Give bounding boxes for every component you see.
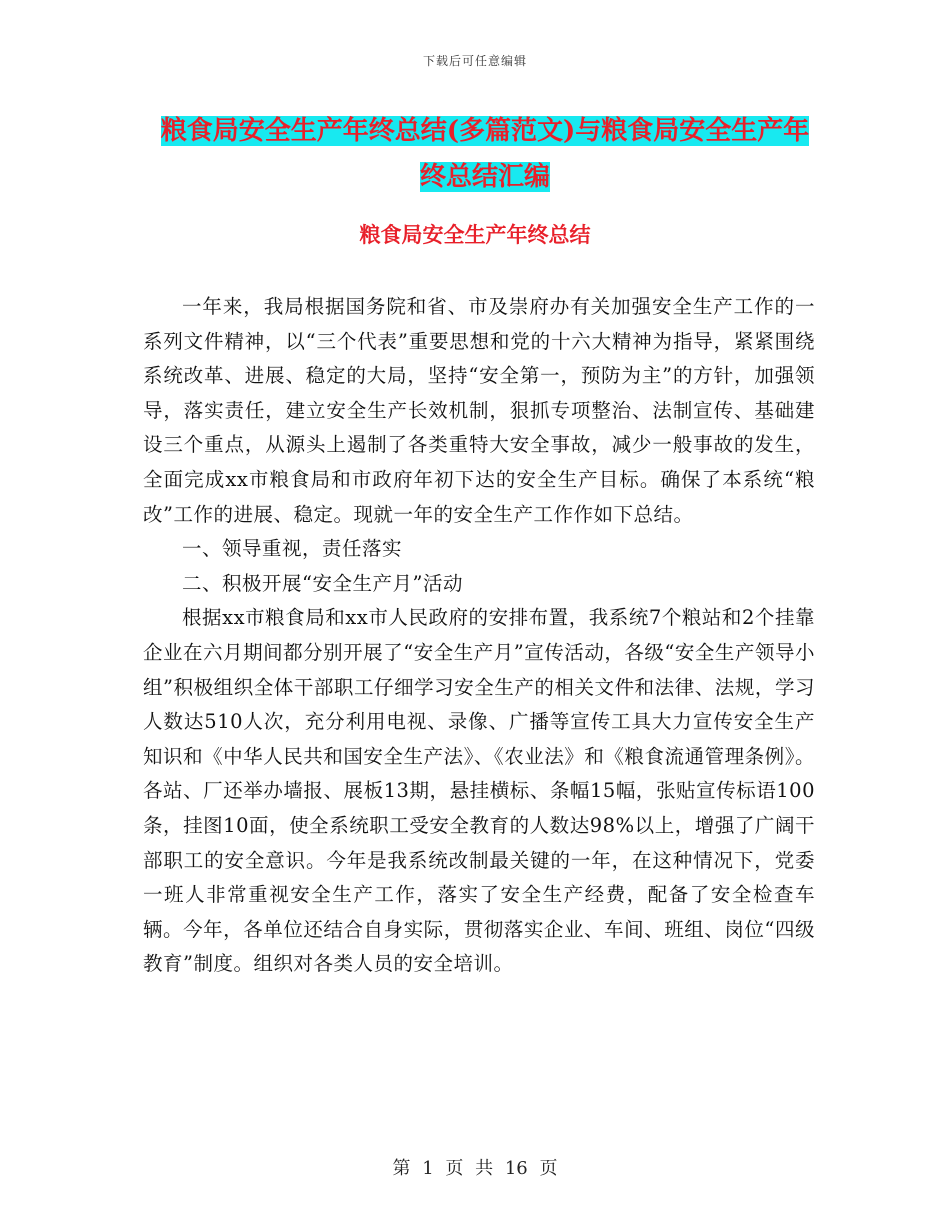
page-number: 第 1 页 共 16 页: [392, 1158, 558, 1179]
header-note: 下载后可任意编辑: [422, 54, 527, 68]
document-body: [143, 290, 815, 982]
document-title: [150, 108, 820, 200]
paragraph-intro: 一年来，我局根据国务院和省、市及崇府办有关加强安全生产工作的一系列文件精神，以“三个代表”重要思想和党的十六大精神为指导，紧紧围绕系统改革、进展、稳定的大局，坚持“安全第一，预防为主”的方针，加强领导，落实责任，建立安全生产长效机制，狠抓专项整治、法制宣传、基础建设三个重点，从源头上遏制了各类重特大安全事故，减少一般事故的发生，全面完成xx市粮食局和市政府年初下达的安全生产目标。确保了本系统“粮改”工作的进展、稳定。现就一年的安全生产工作作如下总结。: [143, 295, 815, 526]
paragraph-safety-month: 根据xx市粮食局和xx市人民政府的安排布置，我系统7个粮站和2个挂靠企业在六月期间都分别开展了“安全生产月”宣传活动，各级“安全生产领导小组”积极组织全体干部职工仔细学习安全生产的相关文件和法律、法规，学习人数达510人次，充分利用电视、录像、广播等宣传工具大力宣传安全生产知识和《中华人民共和国安全生产法》、《农业法》和《粮食流通管理条例》。各站、厂还举办墙报、展板13期，悬挂横标、条幅15幅，张贴宣传标语100条，挂图10面，使全系统职工受安全教育的人数达98%以上，增强了广阔干部职工的安全意识。今年是我系统改制最关键的一年，在这种情况下，党委一班人非常重视安全生产工作，落实了安全生产经费，配备了安全检查车辆。今年，各单位还结合自身实际，贯彻落实企业、车间、班组、岗位“四级教育”制度。组织对各类人员的安全培训。: [143, 606, 815, 976]
document-title-text: 粮食局安全生产年终总结(多篇范文)与粮食局安全生产年终总结汇编: [160, 116, 810, 192]
section-title: 粮食局安全生产年终总结: [359, 222, 591, 247]
heading-item-2: 二、积极开展“安全生产月”活动: [182, 571, 463, 595]
heading-item-1: 一、领导重视，责任落实: [182, 537, 403, 561]
